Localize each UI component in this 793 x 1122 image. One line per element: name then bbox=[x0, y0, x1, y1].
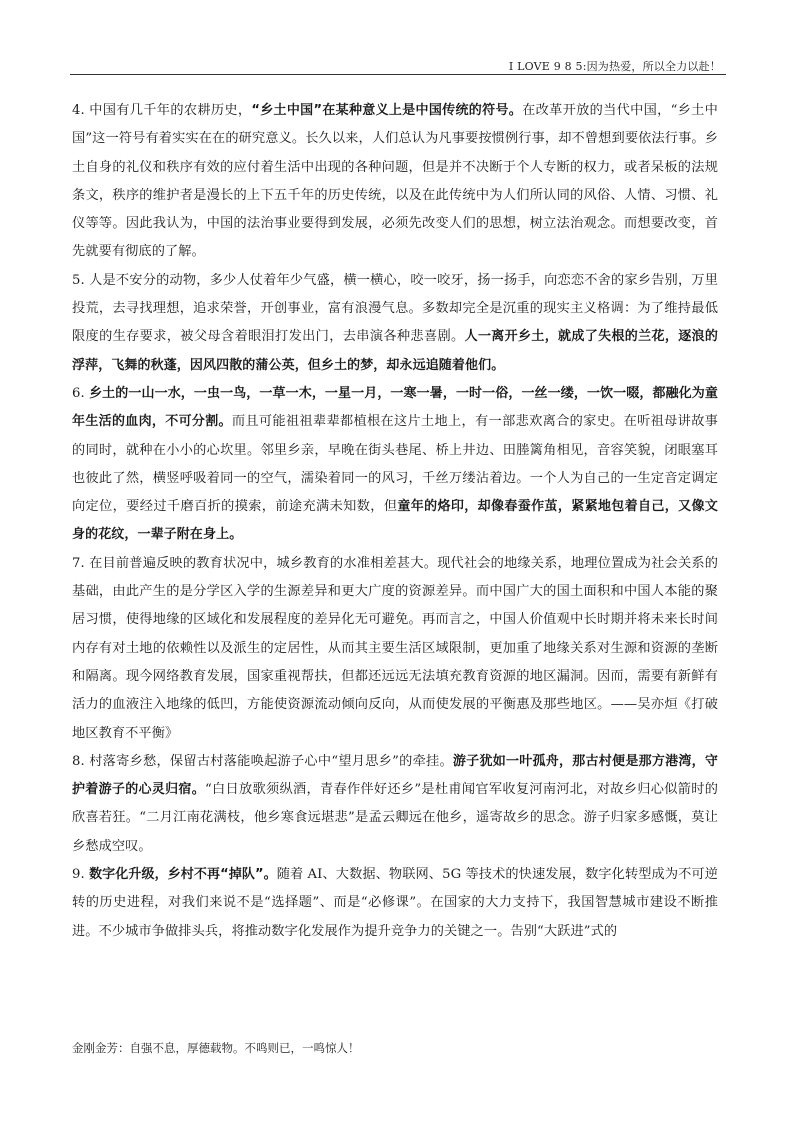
text-segment: 8. 村落寄乡愁，保留古村落能唤起游子心中“望月思乡”的牵挂。 bbox=[72, 753, 453, 769]
text-segment-bold: 童年的烙印，却像春蚕作茧，紧紧地包着自己，又像文身的花纹，一辈子附在身上。 bbox=[72, 499, 718, 543]
text-segment: 4. 中国有几千年的农耕历史， bbox=[72, 103, 252, 118]
paragraph-8 bbox=[72, 748, 718, 861]
page-header: I LOVE 9 8 5:因为热爱，所以全力以赴！ bbox=[508, 60, 721, 73]
text-segment: 6. bbox=[72, 385, 90, 401]
text-segment-bold: 数字化升级，乡村不再“掉队”。 bbox=[89, 867, 277, 883]
page-footer: 金刚金芳：自强不息，厚德载物。不鸣则已，一鸣惊人！ bbox=[72, 1041, 360, 1055]
text-segment: 在改革开放的当代中国，“乡土中国”这一符号有着实实在在的研究意义。长久以来，人们总认为凡事要按惯例行事，却不曾想到要依法行事。乡土自身的礼仪和秩序有效的应付着生活中出现的各种问题，但是并不决断于个人专断的权力，或者呆板的法规条文，秩序的维护者是漫长的上下五千年的历史传统，以及在此传统中为人们所认同的风俗、人情、习惯、礼仪等等。因此我认为，中国的法治事业要得到发展，必须先改变人们的思想，树立法治观念。而想要改变，首先就要有彻底的了解。 bbox=[72, 103, 718, 260]
text-segment: 7. 在目前普遍反映的教育状况中，城乡教育的水准相差甚大。现代社会的地缘关系，地理位置成为社会关系的基础，由此产生的是分学区入学的生源差异和更大广度的资源差异。而中国广大的国土面积和中国人本能的聚居习惯，使得地缘的区域化和发展程度的差异化无可避免。再而言之，中国人价值观中长时期并将未来长时间内存有对土地的依赖性以及派生的定居性，从而其主要生活区域限制，更加重了地缘关系对生源和资源的垄断和隔离。现今网络教育发展，国家重视帮扶，但都还远远无法填充教育资源的地区漏洞。因而，需要有新鲜有活力的血液注入地缘的低凹，方能使资源流动倾向反向，从而使发展的平衡惠及那些地区。——吴亦烜《打破地区教育不平衡》 bbox=[72, 555, 718, 741]
text-segment-bold: 游子犹如一叶孤舟，那古村便是那方港湾，守护着游子的心灵归宿。 bbox=[72, 753, 718, 798]
text-segment: 5. 人是不安分的动物，多少人仗着年少气盛，横一横心，咬一咬牙，扬一扬手，向恋恋不舍的家乡告别，万里投荒，去寻找理想，追求荣誉，开创事业，富有浪漫气息。多数却完全是沉重的现实主义格调：为了维持最低限度的生存要求，被父母含着眼泪打发出门，去串演各种悲喜剧。 bbox=[72, 272, 718, 345]
text-segment-bold: “乡土中国”在某种意义上是中国传统的符号。 bbox=[251, 103, 523, 118]
text-segment: 而且可能祖祖辈辈都植根在这片土地上，有一部悲欢离合的家史。在听祖母讲故事的同时，就种在小小的心坎里。邻里乡亲，早晚在街头巷尾、桥上井边、田塍篱角相见，音容笑貌，闭眼塞耳也彼此了然，横竖呼吸着同一的空气，濡染着同一的风习，千丝万缕沾着边。一个人为自己的一生定音定调定向定位，要经过千磨百折的摸索，前途充满未知数，但 bbox=[72, 414, 718, 515]
paragraph-5 bbox=[72, 267, 718, 380]
paragraph-6 bbox=[72, 380, 718, 550]
paragraph-7 bbox=[72, 550, 718, 748]
document-body bbox=[72, 97, 718, 946]
paragraph-9 bbox=[72, 861, 718, 946]
text-segment-bold: 人一离开乡土，就成了失根的兰花，逐浪的浮萍，飞舞的秋蓬，因风四散的蒲公英，但乡土的梦，却永远追随着他们。 bbox=[72, 329, 718, 373]
text-segment: “白日放歌须纵酒，青春作伴好还乡”是杜甫闻官军收复河南河北，对故乡归心似箭时的欣喜若狂。“二月江南花满枝，他乡寒食远堪悲”是孟云卿远在他乡，遥寄故乡的思念。游子归家多感慨，莫让乡愁成空叹。 bbox=[72, 782, 718, 854]
text-segment-bold: 乡土的一山一水，一虫一鸟，一草一木，一星一月，一寒一暑，一时一俗，一丝一缕，一饮一啜，都融化为童年生活的血肉，不可分割。 bbox=[72, 385, 718, 430]
text-segment: 随着 AI、大数据、物联网、5G 等技术的快速发展，数字化转型成为不可逆转的历史进程，对我们来说不是“选择题”、而是“必修课”。在国家的大力支持下，我国智慧城市建设不断推进。不少城市争做排头兵，将推动数字化发展作为提升竞争力的关键之一。告别“大跃进”式的 bbox=[72, 867, 718, 939]
header-divider bbox=[70, 74, 726, 75]
text-segment: 9. bbox=[72, 867, 90, 883]
paragraph-4 bbox=[72, 97, 718, 267]
